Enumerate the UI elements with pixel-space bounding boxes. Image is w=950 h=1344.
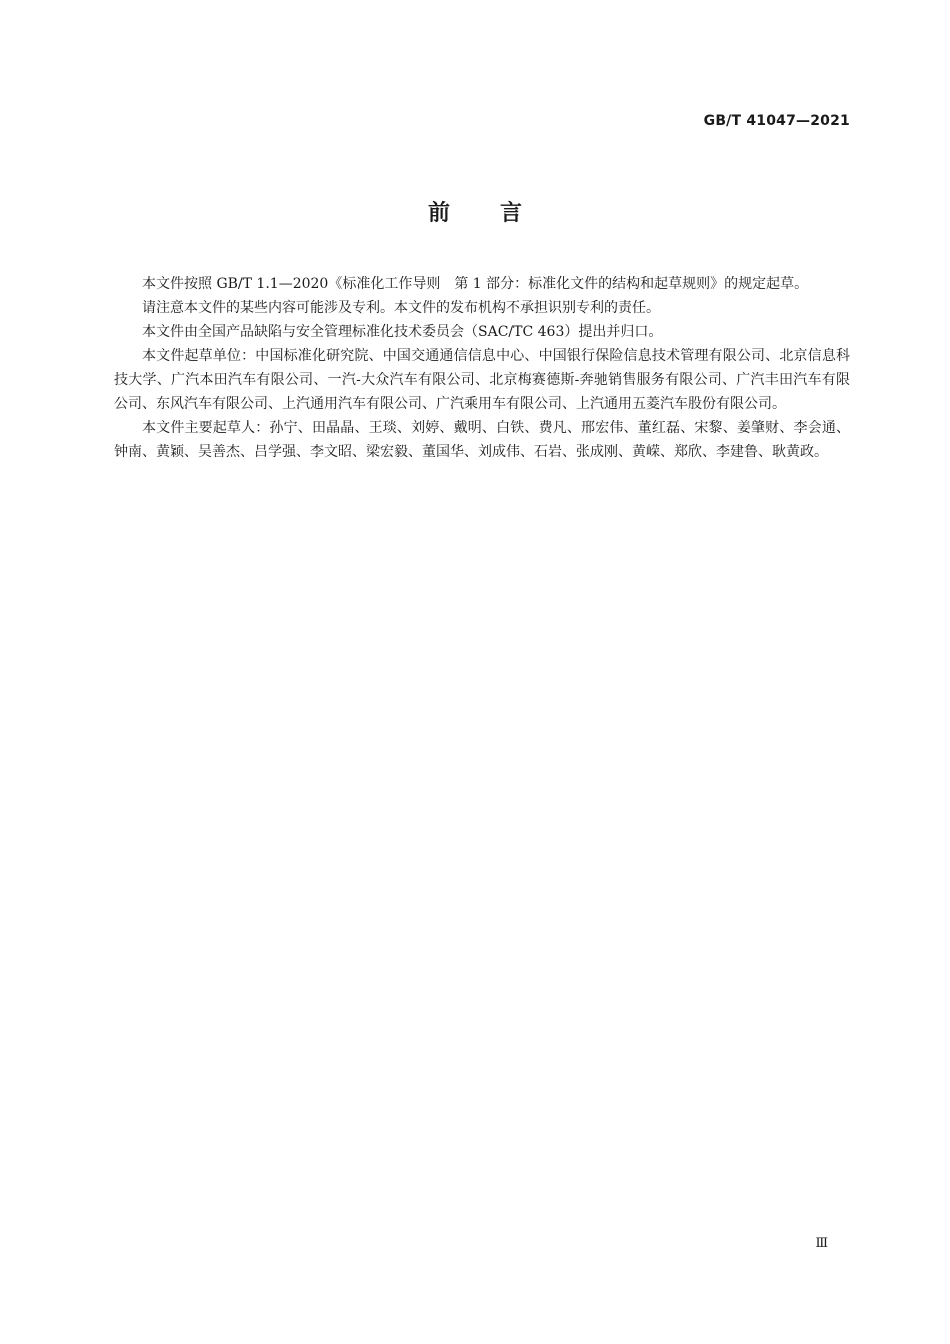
page-number: Ⅲ (815, 1236, 828, 1251)
standard-code: GB/T 41047—2021 (703, 113, 850, 129)
paragraph-drafting-units: 本文件起草单位：中国标准化研究院、中国交通通信信息中心、中国银行保险信息技术管理有限公司、北京信息科技大学、广汽本田汽车有限公司、一汽-大众汽车有限公司、北京梅赛德斯-奔驰销售服务有限公司、广汽丰田汽车有限公司、东风汽车有限公司、上汽通用汽车有限公司、广汽乘用车有限公司、上汽通用五菱汽车股份有限公司。 (114, 348, 850, 412)
paragraph-patent-notice: 请注意本文件的某些内容可能涉及专利。本文件的发布机构不承担识别专利的责任。 (142, 300, 660, 316)
paragraph-drafting-rules: 本文件按照 GB/T 1.1—2020《标准化工作导则 第 1 部分：标准化文件的结构和起草规则》的规定起草。 (142, 276, 809, 292)
paragraph-proposer: 本文件由全国产品缺陷与安全管理标准化技术委员会（SAC/TC 463）提出并归口。 (142, 324, 663, 340)
foreword-body (114, 272, 850, 464)
page-title: 前言 (427, 201, 572, 226)
paragraph-drafters: 本文件主要起草人：孙宁、田晶晶、王琰、刘婷、戴明、白铁、费凡、邢宏伟、董红磊、宋黎、姜肇财、李会通、钟南、黄颖、吴善杰、吕学强、李文昭、梁宏毅、董国华、刘成伟、石岩、张成刚、黄嵘、郑欣、李建鲁、耿黄政。 (114, 420, 850, 460)
